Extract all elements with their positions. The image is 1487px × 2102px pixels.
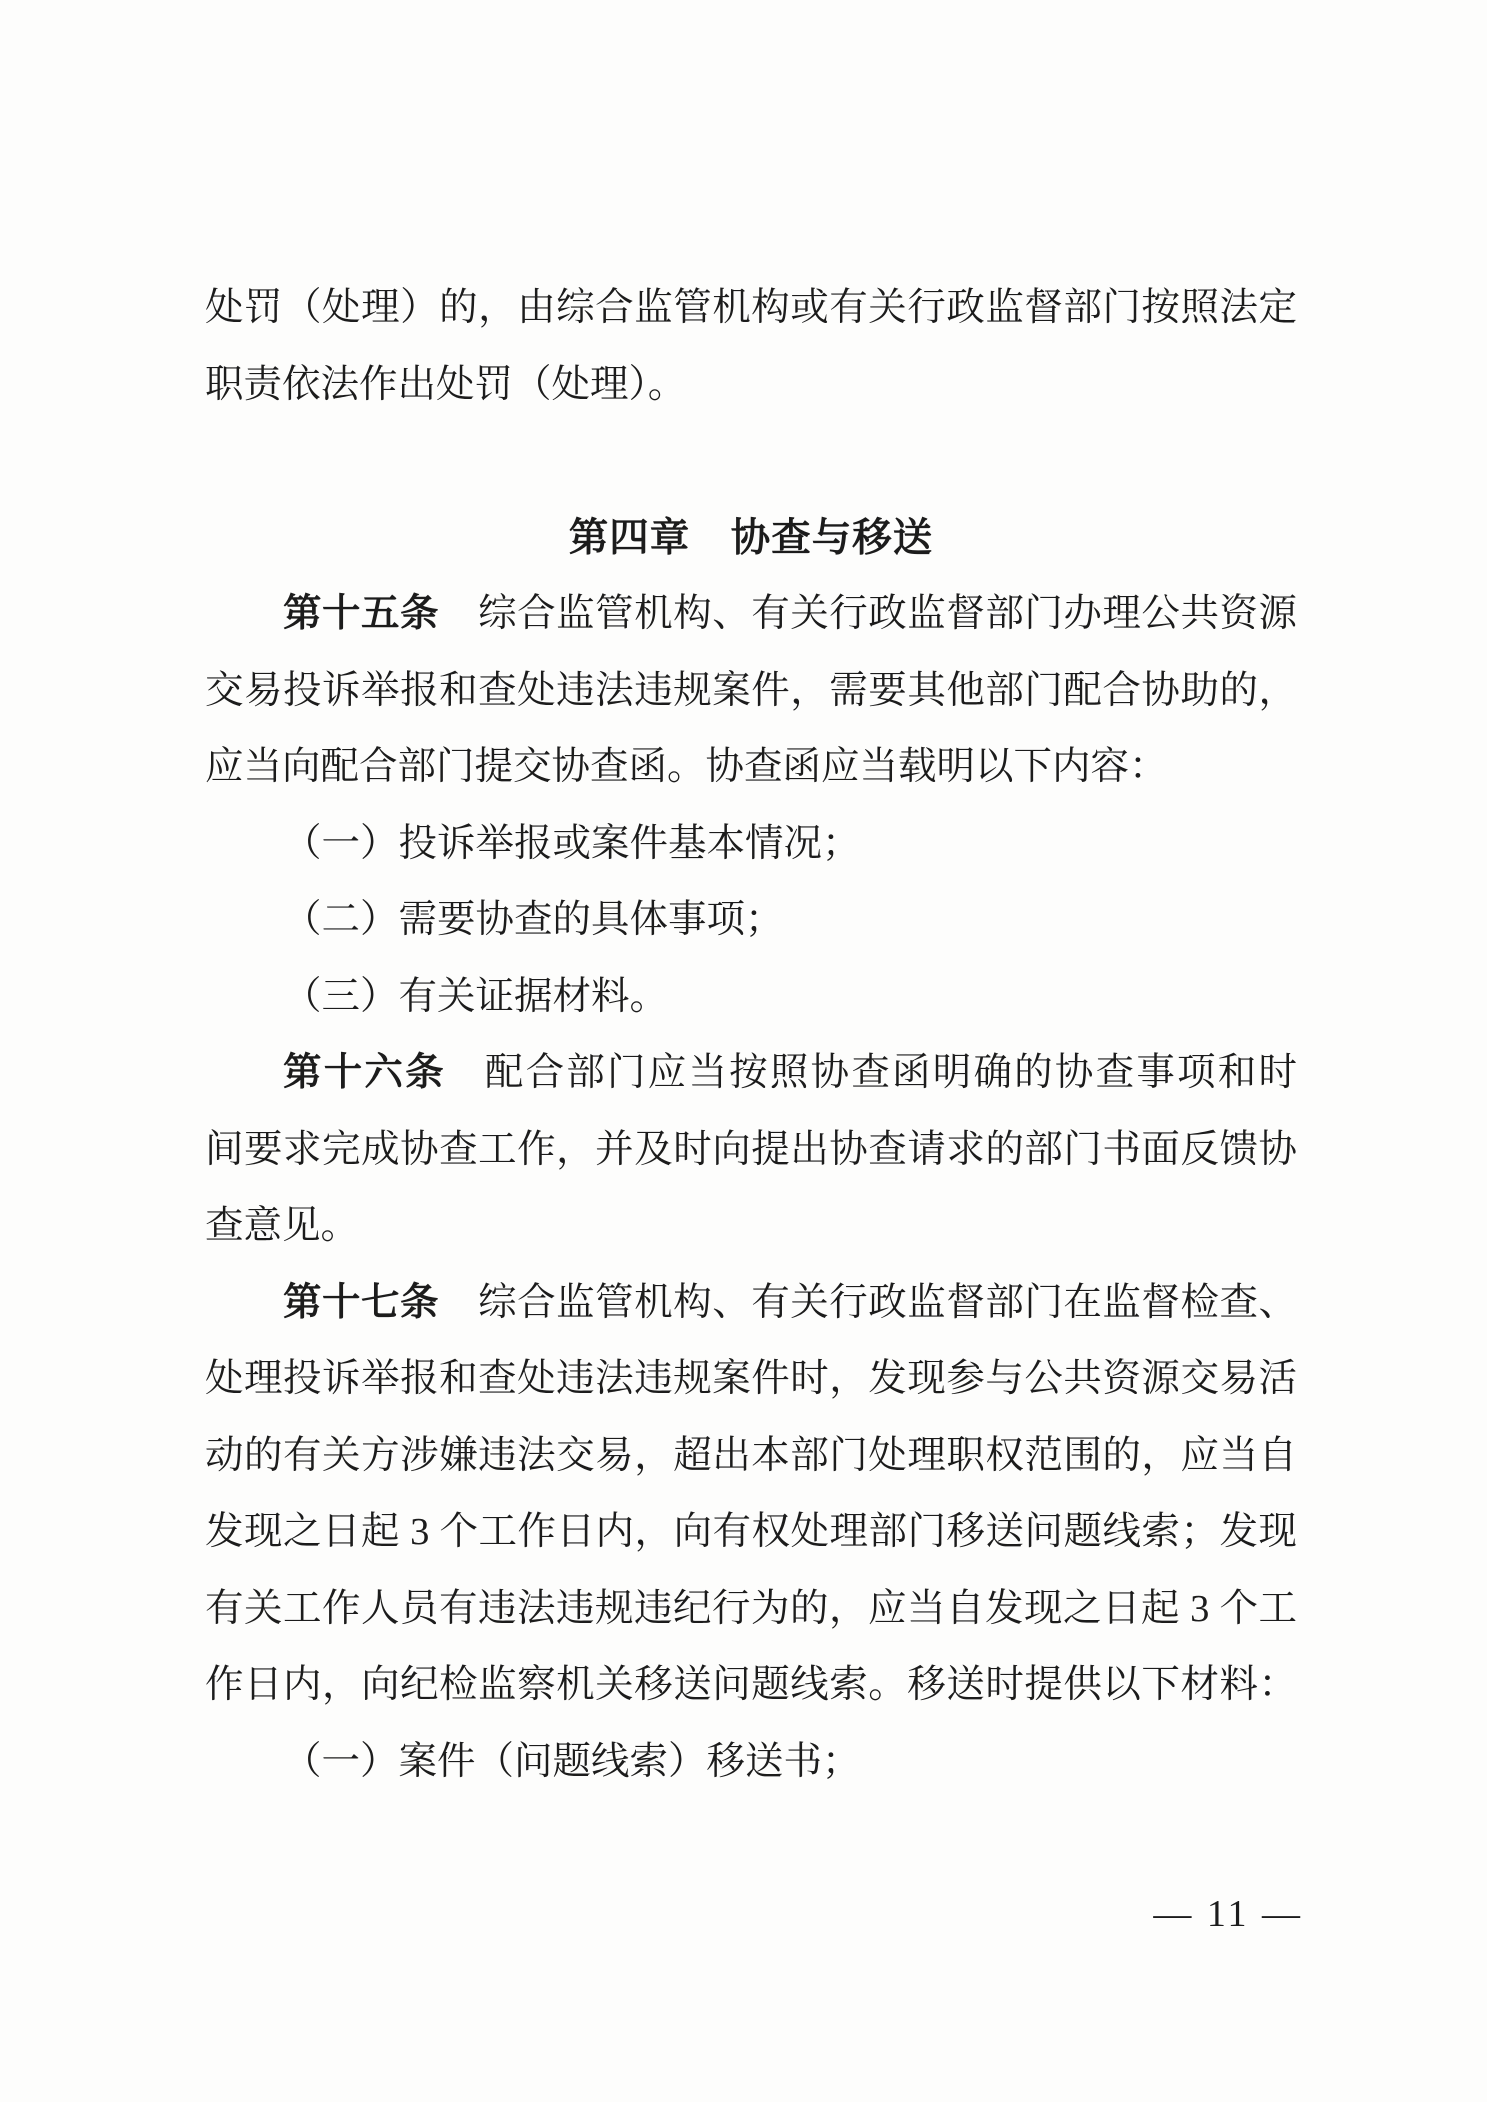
tail-paragraph-line-2: 职责依法作出处罚（处理）。 xyxy=(205,363,687,406)
article-16-line-1-text: 配合部门应当按照协查函明确的协查事项和时 xyxy=(484,1052,1297,1094)
article-15-item-1: （一）投诉举报或案件基本情况； xyxy=(283,822,861,865)
tail-paragraph-line-1: 处罚（处理）的，由综合监管机构或有关行政监督部门按照法定 xyxy=(205,287,1297,329)
blank-line xyxy=(205,423,1297,500)
article-15-item-2: （二）需要协查的具体事项； xyxy=(283,899,784,941)
article-17-label: 第十七条 xyxy=(283,1281,440,1324)
article-17-line-1-text: 综合监管机构、有关行政监督部门在监督检查、 xyxy=(478,1281,1297,1324)
chapter-heading: 第四章 协查与移送 xyxy=(568,515,934,560)
document-body xyxy=(205,270,1297,1800)
article-17-line-6: 作日内，向纪检监察机关移送问题线索。移送时提供以下材料： xyxy=(205,1664,1297,1706)
page-number: — 11 — xyxy=(1153,1893,1303,1935)
article-16-line-1 xyxy=(205,1035,1297,1112)
article-17-line-3: 动的有关方涉嫌违法交易，超出本部门处理职权范围的，应当自 xyxy=(205,1434,1297,1477)
article-16-line-2: 间要求完成协查工作，并及时向提出协查请求的部门书面反馈协 xyxy=(205,1128,1297,1171)
article-16-label: 第十六条 xyxy=(283,1052,446,1094)
article-17-line-4: 发现之日起 3 个工作日内，向有权处理部门移送问题线索；发现 xyxy=(205,1511,1297,1553)
article-15-line-2: 交易投诉举报和查处违法违规案件，需要其他部门配合协助的， xyxy=(205,669,1297,712)
article-15-line-3: 应当向配合部门提交协查函。协查函应当载明以下内容： xyxy=(205,746,1168,788)
article-17-line-5: 有关工作人员有违法违规违纪行为的，应当自发现之日起 3 个工 xyxy=(205,1587,1297,1630)
article-15-item-3: （三）有关证据材料。 xyxy=(283,975,669,1018)
article-17-item-1: （一）案件（问题线索）移送书； xyxy=(283,1740,861,1783)
article-17-line-2: 处理投诉举报和查处违法违规案件时，发现参与公共资源交易活 xyxy=(205,1358,1297,1400)
article-15-line-1-text: 综合监管机构、有关行政监督部门办理公共资源 xyxy=(478,593,1297,635)
article-15-label: 第十五条 xyxy=(283,593,440,635)
article-16-line-3: 查意见。 xyxy=(205,1205,360,1247)
article-17-line-1 xyxy=(205,1265,1297,1342)
article-15-line-1 xyxy=(205,576,1297,653)
